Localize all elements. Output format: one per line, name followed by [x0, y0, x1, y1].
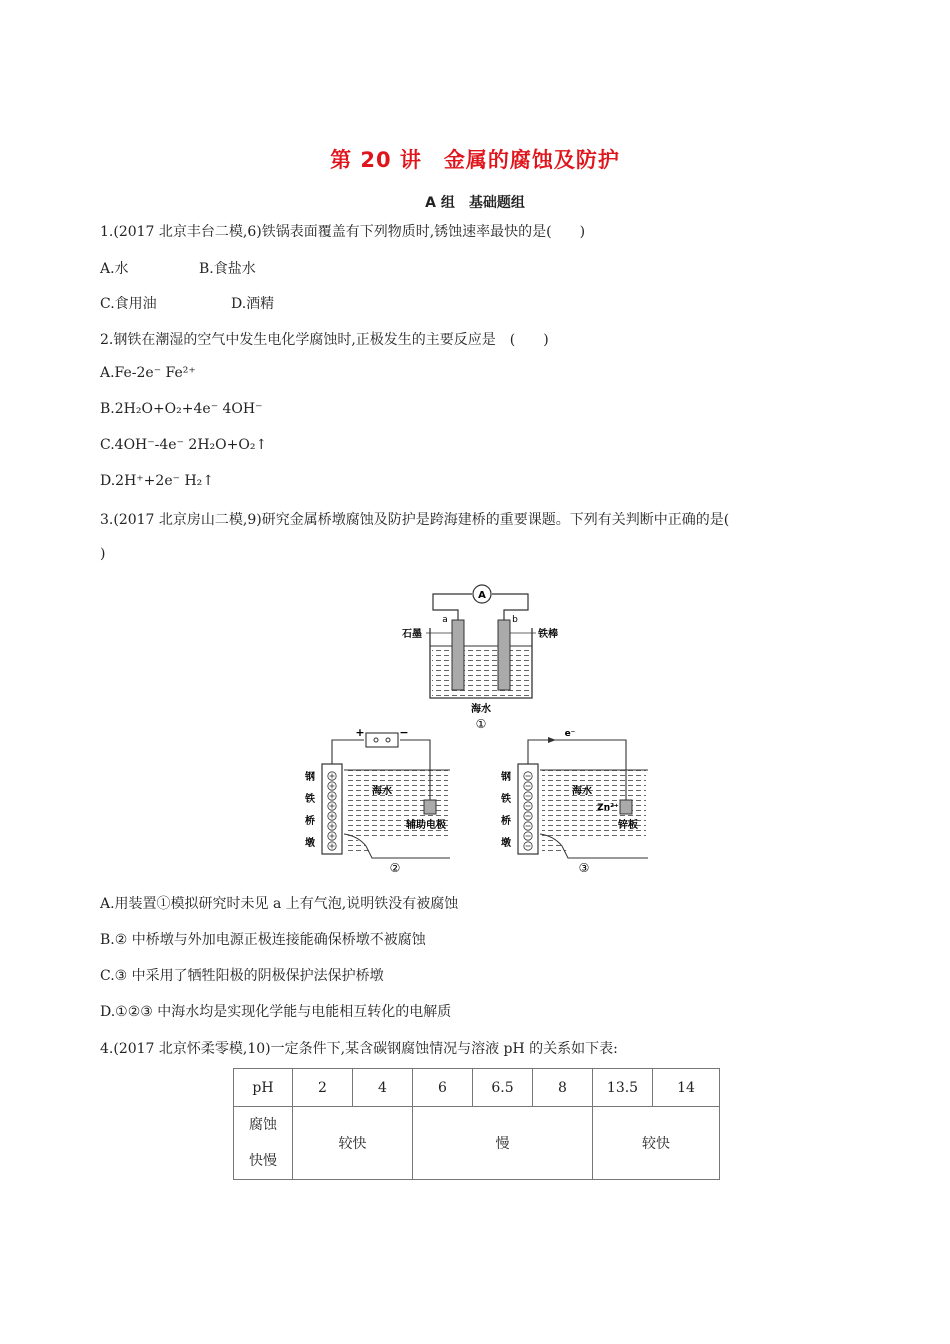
wire-left [433, 594, 472, 620]
electron-label: e⁻ [564, 729, 576, 739]
q2-option-c: C.4OH⁻-4e⁻ 2H₂O+O₂↑ [100, 437, 268, 453]
zinc-plate [620, 800, 632, 814]
q4-stem: 4.(2017 北京怀柔零模,10)一定条件下,某含碳钢腐蚀情况与溶液 pH 的关系如下表: [100, 1041, 618, 1057]
device-3 [500, 729, 648, 875]
table-header-cell: 13.5 [593, 1069, 653, 1107]
table-header-cell: 6.5 [473, 1069, 533, 1107]
q3-option-a: A.用装置①模拟研究时未见 a 上有气泡,说明铁没有被腐蚀 [100, 896, 459, 912]
aux-electrode [424, 800, 436, 814]
q3-option-b: B.② 中桥墩与外加电源正极连接能确保桥墩不被腐蚀 [100, 932, 426, 948]
device-1-water [432, 646, 530, 696]
wire-right [492, 594, 528, 620]
fig2-label: ② [389, 861, 401, 875]
plus-sign: + [355, 726, 365, 739]
table-header-cell: 14 [653, 1069, 720, 1107]
table-header-cell: 4 [353, 1069, 413, 1107]
table-row [234, 1107, 720, 1180]
fig3-label: ③ [578, 861, 590, 875]
q1-option-d: D.酒精 [231, 296, 275, 312]
table-cell: 较快 [293, 1107, 413, 1180]
q1-stem: 1.(2017 北京丰台二模,6)铁锅表面覆盖有下列物质时,锈蚀速率最快的是( ) [100, 224, 586, 240]
pier-label-4: 墩 [501, 838, 511, 849]
pier-label-2: 铁 [501, 794, 511, 805]
graphite-electrode [452, 620, 464, 690]
q1-option-c: C.食用油 [100, 296, 157, 312]
table-header-cell: 2 [293, 1069, 353, 1107]
q1-option-b: B.食盐水 [199, 261, 256, 277]
pier-label-1: 钢 [501, 772, 511, 783]
zn-label: Zn²⁺ [597, 803, 619, 813]
table-row-label-line1: 腐蚀 [249, 1117, 277, 1133]
label-b: b [512, 615, 518, 625]
device-2-water-label: 海水 [372, 786, 392, 797]
corrosion-figure [300, 578, 660, 878]
zinc-plate-label: 锌板 [618, 820, 638, 831]
table-header-cell: 8 [533, 1069, 593, 1107]
terminal-icon [374, 738, 378, 742]
aux-electrode-label: 辅助电极 [406, 820, 446, 831]
page-title: 第 20 讲 金属的腐蚀及防护 [330, 148, 620, 172]
table-header-row [234, 1069, 720, 1107]
terminal-icon [386, 738, 390, 742]
corrosion-table [233, 1068, 720, 1180]
device-1-water-label: 海水 [471, 704, 491, 715]
table-cell: 慢 [413, 1107, 593, 1180]
q3-option-c: C.③ 中采用了牺牲阳极的阴极保护法保护桥墩 [100, 968, 384, 984]
device-1 [402, 585, 558, 731]
q3-option-d: D.①②③ 中海水均是实现化学能与电能相互转化的电解质 [100, 1004, 452, 1020]
minus-sign: − [399, 726, 409, 739]
fig1-label: ① [475, 717, 487, 731]
q3-stem: 3.(2017 北京房山二模,9)研究金属桥墩腐蚀及防护是跨海建桥的重要课题。下列有关判断中正确的是( [100, 512, 730, 528]
pier-label-2: 铁 [305, 794, 315, 805]
iron-electrode [498, 620, 510, 690]
table-row-label [234, 1107, 293, 1180]
iron-label: 铁棒 [538, 629, 558, 640]
table-row-label-line2: 快慢 [249, 1153, 277, 1169]
table-header-cell: pH [234, 1069, 293, 1107]
pier-label-1: 钢 [305, 772, 315, 783]
q2-option-b: B.2H₂O+O₂+4e⁻ 4OH⁻ [100, 401, 263, 417]
pier-label-3: 桥 [501, 816, 511, 827]
ammeter-label: A [478, 590, 486, 601]
device-2-wire-left [332, 740, 364, 764]
device-2 [304, 726, 450, 875]
device-3-water-label: 海水 [572, 786, 592, 797]
q3-stem-cont: ) [100, 546, 106, 562]
graphite-label: 石墨 [402, 629, 422, 640]
table-cell: 较快 [593, 1107, 720, 1180]
label-a: a [442, 615, 448, 625]
q2-option-a: A.Fe-2e⁻ Fe²⁺ [100, 365, 196, 381]
q2-stem: 2.钢铁在潮湿的空气中发生电化学腐蚀时,正极发生的主要反应是 ( ) [100, 332, 549, 348]
pier-label-3: 桥 [305, 816, 315, 827]
power-source-icon [366, 733, 398, 747]
group-heading: A 组 基础题组 [425, 195, 525, 211]
q1-option-a: A.水 [100, 261, 129, 277]
q2-option-d: D.2H⁺+2e⁻ H₂↑ [100, 473, 214, 489]
table-header-cell: 6 [413, 1069, 473, 1107]
pier-label-4: 墩 [305, 838, 315, 849]
electron-arrow-icon [548, 737, 556, 743]
